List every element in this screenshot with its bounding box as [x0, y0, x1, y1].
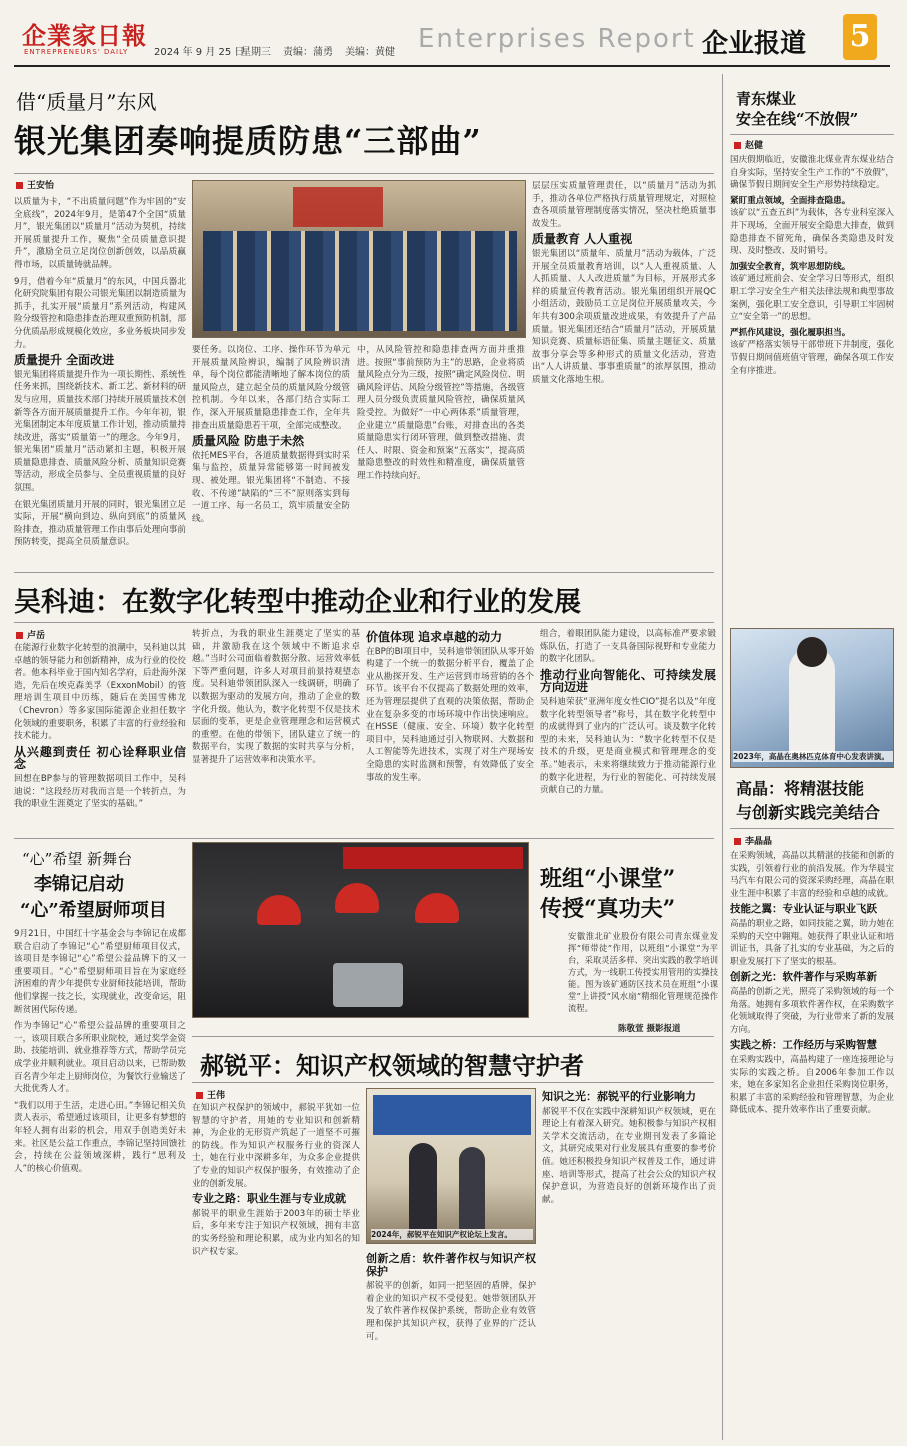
side-a1-h2: 加强安全教育，筑牢思想防线。: [730, 261, 851, 272]
side-a1-h3: 严抓作风建设，强化履职担当。: [730, 327, 851, 338]
a2-rule: [14, 622, 714, 623]
a2-author: 卢岳: [16, 628, 45, 641]
side-a1-author: 赵健: [734, 138, 763, 151]
a2-col3: [366, 628, 534, 834]
a1-kicker: 借“质量月”东风: [16, 90, 157, 114]
a5-author: 王伟: [196, 1088, 225, 1101]
a4-credit: 陈敬萱 摄影报道: [618, 1024, 681, 1034]
side-a1-title-1: 青东煤业: [736, 90, 797, 108]
sidebar-divider: [722, 74, 723, 1440]
masthead-section-cn: 企业报道: [702, 29, 807, 59]
side-a2-p4: 在采购实践中，高晶构建了一座连接理论与实际的实践之桥。自2006年参加工作以来，她在多家知名企业担任采购岗位职务，积累了丰富的采购经验和管理智慧，为企业降低成本、提升效率作出了重要贡献。: [730, 1054, 894, 1116]
a5-col1-p2: 郝锐平的职业生涯始于2003年的硕士毕业后，多年来专注于知识产权领域，拥有丰富的实务经验和理论积累，成为业内知名的知识产权专家。: [192, 1208, 360, 1257]
side-a1-body: [730, 154, 894, 622]
a4-helmet-3: [415, 893, 459, 923]
side-a1-h1: 紧盯重点领域，全面排查隐患。: [730, 195, 851, 206]
side-a2-body: [730, 850, 894, 1438]
a1-workers-group: [203, 231, 517, 331]
a2-subhead-1: 从兴趣到责任 初心诠释职业信念: [14, 744, 186, 772]
side-a1-rule: [730, 134, 894, 135]
masthead: [0, 0, 907, 74]
side-a1-p2: 该矿以“五查五纠”为载体，各专业科室深入井下现场，全面开展安全隐患大排查，做到隐患排查不留死角，确保各类隐患及时发现、及时整改、及时销号。: [730, 208, 894, 257]
a1-flag-icon: [293, 187, 383, 227]
a2-col1: [14, 642, 186, 834]
masthead-date: 2024 年 9 月 25 日: [154, 47, 245, 58]
a5-col3-p1: 郝锐平不仅在实践中深耕知识产权领域，更在理论上有着深入研究。她积极参与知识产权相关学术交流活动，在专业期刊发表了多篇论文，其研究成果对行业发展具有重要的参考价值。她还积极投身知识产权普及工作，通过讲座、培训等形式，提高了社会公众的知识产权保护意识，为营造良好的创新环境作出了贡献。: [542, 1106, 716, 1205]
a5-forum-photo: [366, 1088, 536, 1244]
a2-col3-p1: 在BP的BI项目中，吴科迪带领团队从零开始构建了一个统一的数据分析平台，覆盖了企业从勘探开发、生产运营到市场营销的各个环节。该平台不仅提高了数据处理的效率，还为管理层提供了直观的决策依据，帮助企业在复杂多变的市场环境中作出快速响应。在HSSE（健康、安全、环境）数字化转型项目中，吴科迪通过引入物联网、大数据和人工智能等先进技术，实现了对生产现场安全隐患的实时监测和预警，有效降低了安全事故的发生率。: [366, 646, 534, 783]
a5-col1-p1: 在知识产权保护的领域中，郝锐平犹如一位智慧的守护者，用她的专业知识和创新精神，为企业的无形资产筑起了一道坚不可摧的防线。作为知识产权服务行业的资深人士，她在行业中深耕多年，为众多企业提供了专业的知识产权保护服务，有效推动了企业的创新发展。: [192, 1103, 360, 1189]
masthead-editor: 责编：蒲勇: [283, 47, 333, 58]
a2-col4-p1: 组合，着眼团队能力建设，以高标准严要求锻炼队伍，打造了一支具备国际视野和专业能力的数字化团队。: [540, 629, 716, 665]
a5-backdrop: [373, 1095, 531, 1135]
a2-col4: [540, 628, 716, 834]
a3-p1: 9月21日，中国红十字基金会与李锦记在成都联合启动了李锦记“心”希望厨师项目仪式，该项目是李锦记“心”希望公益品牌下的又一重要项目。“心”希望厨师项目旨在为家庭经济困难的青少年提供专业厨师技能培训，帮助他们掌握一技之长，实现就业，改变命运，阻断贫困代际传递。: [14, 929, 186, 1015]
page-number: 5: [849, 19, 871, 54]
a1-rule: [14, 173, 714, 174]
a3-p2: 作为李锦记“心”希望公益品牌的重要项目之一，该项目联合多所职业院校，通过奖学金资助、技能培训、就业推荐等方式，帮助学员完成学业并顺利就业。项目启动以来，已帮助数百名青少年走上厨师岗位，为餐饮行业输送了大批优秀人才。: [14, 1021, 186, 1095]
a5-col2-p1: 郝锐平的创新，如同一把坚固的盾牌，保护着企业的知识产权不受侵犯。她带领团队开发了软件著作权保护系统，帮助企业有效管理和保护其知识产权，获得了业界的广泛认可。: [366, 1281, 536, 1342]
side-a2-subhead-2: 创新之光：软件著作与采购革新: [730, 971, 877, 984]
a3-body: [14, 928, 186, 1436]
a2-col1-p2: 回想在BP参与的管理数据项目工作中，吴科迪说：“这段经历对我而言是一个转折点，为我的职业生涯奠定了坚实的基础。”: [14, 773, 186, 810]
a2-col1-p1: 在能源行业数字化转型的浪潮中，吴科迪以其卓越的领导能力和创新精神，成为行业的佼佼者。他本科毕业于国内知名学府，后赴海外深造，先后在埃克森美孚（ExxonMobil）的管理培训生项目中历练，随后在美国雪佛龙（Chevron）等多家国际能源企业担任数字化领域的重要职务，积累了丰富的行业经验和技术能力。: [14, 643, 186, 742]
a2-bottom-rule: [14, 838, 714, 839]
a4-equipment: [333, 963, 403, 1007]
a1-team-photo: [192, 180, 526, 338]
a5-col2: [366, 1250, 536, 1438]
a2-title: 吴科迪：在数字化转型中推动企业和行业的发展: [14, 587, 581, 618]
side-a2-p1: 在采购领域，高晶以其精湛的技能和创新的实践，引领着行业的前沿发展。作为华晨宝马汽车有限公司的资深采购经理，高晶在职业生涯中积累了丰富的经验和卓越的成就。: [730, 851, 894, 899]
a1-col1-p3: 银光集团将质量提升作为一项长期性、系统性任务来抓，围绕新技术、新工艺、新材料的研发与应用，质量技术部门持续开展质量技术创新等各方面开展质量提升工作。今年年初，银光集团制定本年度质量工作计划，推动质量持续改进，落实“质量第一”的理念。今年9月，银光集团“质量月”活动紧扣主题，积极开展质量隐患排查、质量风险分析、质量知识竞赛等活动，形成全员参与、全员重视质量的良好氛围。: [14, 369, 186, 494]
a4-helmet-1: [257, 895, 301, 925]
a5-photo-caption: 2024年，郝锐平在知识产权论坛上发言。: [371, 1229, 533, 1240]
a5-title: 郝锐平：知识产权领域的智慧守护者: [200, 1051, 584, 1080]
side-a1-p3: 该矿通过班前会、安全学习日等形式，组织职工学习安全生产相关法律法规和典型事故案例，强化职工安全意识，引导职工牢固树立“安全第一”的思想。: [730, 274, 894, 323]
a1-col1-p4: 在银光集团质量月开展的同时，银光集团立足实际，开展“横向到边、纵向到底”的质量风险排查，推动质量管理工作由事后处理向事前预防转变，提高全员质量意识。: [14, 499, 186, 548]
side-a2-title-1: 高晶：将精湛技能: [736, 779, 865, 798]
side-a2-author: 李晶晶: [734, 834, 772, 847]
a5-subhead-3: 知识之光：郝锐平的行业影响力: [542, 1090, 696, 1103]
masthead-section-en: Enterprises Report: [418, 24, 696, 54]
a2-col2-p1: 转折点，为我的职业生涯奠定了坚实的基础，并激励我在这个领域中不断追求卓越。”当时公司面临着数据分散、运营效率低下等严重问题，许多人对项目前景持观望态度。吴科迪带领团队深入一线调研，明确了以数据为驱动的发展方向，推动了企业的数字化升级。他认为，数字化转型不仅是技术层面的变革，更是企业管理理念和运营模式的重塑。在他的带领下，团队建立了统一的数据平台，实现了数据的实时共享与分析，显著提升了运营效率和决策水平。: [192, 629, 360, 765]
a2-col2: [192, 628, 360, 834]
a2-subhead-2: 价值体现 追求卓越的动力: [366, 630, 503, 644]
a4-title-2: 传授“真功夫”: [540, 896, 676, 922]
a5-col1: [192, 1102, 360, 1438]
a1-col2-p2: 依托MES平台，各道质量数据得到实时采集与监控，质量异常能够第一时间被发现、被处理。银光集团将“不制造、不接收、不传递”缺陷的“三不”原则落实到每一道工序、每一名员工，筑牢质量安全防线。: [192, 450, 350, 524]
masthead-logo: 企業家日報: [22, 21, 147, 50]
masthead-logo-en: ENTREPRENEURS' DAILY: [24, 48, 129, 56]
masthead-weekday: 星期三: [241, 47, 271, 58]
a1-author: 王安怡: [16, 178, 54, 191]
a1-col2-p1: 要任务。以岗位、工序、操作环节为单元开展质量风险辨识，编制了风险辨识清单，每个岗位都能清晰地了解本岗位的质量风险点，建立起全员的质量风险分级管控机制。今年以来，各部门结合实际工作，深入开展质量隐患排查工作，全年共排查出质量隐患若干项，全部完成整改。: [192, 345, 350, 431]
a5-person: [409, 1143, 437, 1229]
a1-subhead-3: 质量教育 人人重视: [532, 232, 633, 247]
side-a2-p2: 高晶的职业之路，如同技能之翼，助力她在采购的天空中翱翔。她获得了职业认证和培训证书，具备了扎实的专业基础，为之后的职业发展打下了坚实的根基。: [730, 918, 894, 967]
a3-title-1: 李锦记启动: [34, 874, 124, 895]
a5-subhead-1: 专业之路：职业生涯与专业成就: [192, 1192, 346, 1206]
a5-person-2: [459, 1147, 485, 1229]
a5-rule: [192, 1082, 714, 1083]
side-a2-rule: [730, 828, 894, 829]
side-gaojing-photo: [730, 628, 894, 768]
side-a2-subhead-3: 实践之桥：工作经历与采购智慧: [730, 1039, 877, 1052]
a1-title: 银光集团奏响提质防患“三部曲”: [14, 122, 482, 160]
a5-subhead-2: 创新之盾：软件著作权与知识产权保护: [366, 1252, 536, 1278]
a4-banner: [343, 847, 523, 869]
a1-col4-p2: 银光集团以“质量年、质量月”活动为载体，广泛开展全员质量教育培训，以“人人重视质量、人人抓质量、人人改进质量”为目标，开展形式多样的质量宣传教育活动。银光集团组织开展QC小组活动，鼓励员工立足岗位开展质量攻关，今年共有300余项质量改进成果，有效提升了产品质量。银光集团还结合“质量月”活动，开展质量知识竞赛、质量标语征集、质量主题征文、质量故事分享会等多种形式的质量文化活动，营造出“人人讲质量、事事重质量”的浓厚氛围，推动质量文化落地生根。: [532, 248, 716, 385]
side-a1-title-2: 安全在线“不放假”: [736, 110, 859, 128]
a4-title-1: 班组“小课堂”: [540, 866, 676, 892]
a4-helmet-2: [335, 883, 379, 913]
side-person-head: [797, 637, 827, 667]
a1-col1-p2: 9月，借着今年“质量月”的东风，中国兵器北化研究院集团有限公司银光集团以制造质量为抓手，扎实开展“质量月”系列活动，构建风险分级管控和隐患排查治理双重预防机制，部分优质品形成规模化效应，多业务板块同步发力。: [14, 276, 186, 350]
a3-title-2: “心”希望厨师项目: [20, 900, 167, 921]
a2-subhead-3: 推动行业向智能化、可持续发展方向迈进: [540, 667, 716, 695]
side-a1-p1: 国庆假期临近，安徽淮北煤业青东煤业结合自身实际，坚持安全生产工作的“不放假”，确保节假日期间安全生产形势持续稳定。: [730, 155, 894, 191]
a1-col1-p1: 以质量为卡，“不出质量问题”作为牢固的“安全底线”，2024年9月，是第47个全国“质量月”，银光集团以“质量月”活动为契机，持续开展质量提升工作，聚焦“全员质量意识提升”，激励全员立足岗位创新创效，以品质赢得市场，以质量铸就品牌。: [14, 197, 186, 270]
masthead-designer: 美编：黄健: [345, 47, 395, 58]
side-a2-title-2: 与创新实践完美结合: [736, 803, 881, 822]
a3-kicker: “心”希望 新舞台: [22, 850, 133, 868]
a1-subhead-1: 质量提升 全面改进: [14, 353, 115, 368]
a1-col3-p1: 中，从风险管控和隐患排查两方面并重推进。按照“事前预防为主”的思路，企业将质量风险点分为三级，按照“确定风险岗位、明确风险评估、风险分级管控”等措施，各级管理人员分级负责质量风险管控，确保质量风险受控。为做好“一中心两体系”质量管理，企业建立“质量隐患”台账，对排查出的各类质量隐患实行闭环管理，做到整改措施、责任人、时限、资金和预案“五落实”，提高质量隐患整改的时效性和精准度，确保质量管理工作持续向好。: [357, 345, 525, 481]
a5-col3: [542, 1088, 716, 1438]
side-a2-subhead-1: 技能之翼：专业认证与职业飞跃: [730, 903, 877, 916]
a1-bottom-rule: [14, 572, 714, 573]
a4-miners-photo: [192, 842, 529, 1018]
side-a1-p4: 该矿严格落实领导干部带班下井制度，强化节假日期间值班值守管理，确保各项工作安全有序推进。: [730, 340, 894, 376]
a4-lead: 安徽淮北矿业股份有限公司青东煤业发挥“师带徒”作用，以班组“小课堂”为平台，采取灵活多样、突出实践的教学培训方式，为一线职工传授实用管用的实操技能。图为该矿通防区技术员在班组“小课堂”上讲授“风水扇”精细化管理规范操作流程。: [568, 931, 718, 1013]
a4-bottom-rule: [192, 1036, 714, 1037]
a1-subhead-2: 质量风险 防患于未然: [192, 434, 305, 449]
page-number-badge: [843, 14, 877, 60]
side-photo-caption: 2023年，高晶在奥林匹克体育中心发表讲演。: [733, 751, 893, 762]
a3-p3: “我们以用于生活，走进心田。”李锦记相关负责人表示，希望通过该项目，让更多有梦想的年轻人拥有出彩的机会，用双手创造美好未来。社区是公益工作重点，李锦记坚持回馈社会，持续在公益领域深耕，践行“思利及人”的核心价值观。: [14, 1100, 186, 1174]
a1-col4-p1: 层层压实质量管理责任，以“质量月”活动为抓手，推动各单位严格执行质量管理规定，对照检查各项质量管理制度落实情况，坚决杜绝质量事故发生。: [532, 181, 716, 229]
side-a2-p3: 高晶的创新之光，照亮了采购领域的每一个角落。她拥有多项软件著作权，在采购数字化领域取得了突破，为行业带来了新的发展方向。: [730, 986, 894, 1035]
masthead-rule: [14, 65, 890, 67]
a2-col4-p2: 吴科迪荣获“亚洲年度女性CIO”提名以及“年度数字化转型领导者”称号，其在数字化转型中的成就得到了业内的广泛认可。谈及数字化转型的未来，吴科迪认为：“数字化转型不仅是技术的升级，更是商业模式和管理理念的变革。”她表示，未来将继续致力于推动能源行业的数字化进程，为行业的智能化、可持续发展贡献自己的力量。: [540, 696, 716, 796]
